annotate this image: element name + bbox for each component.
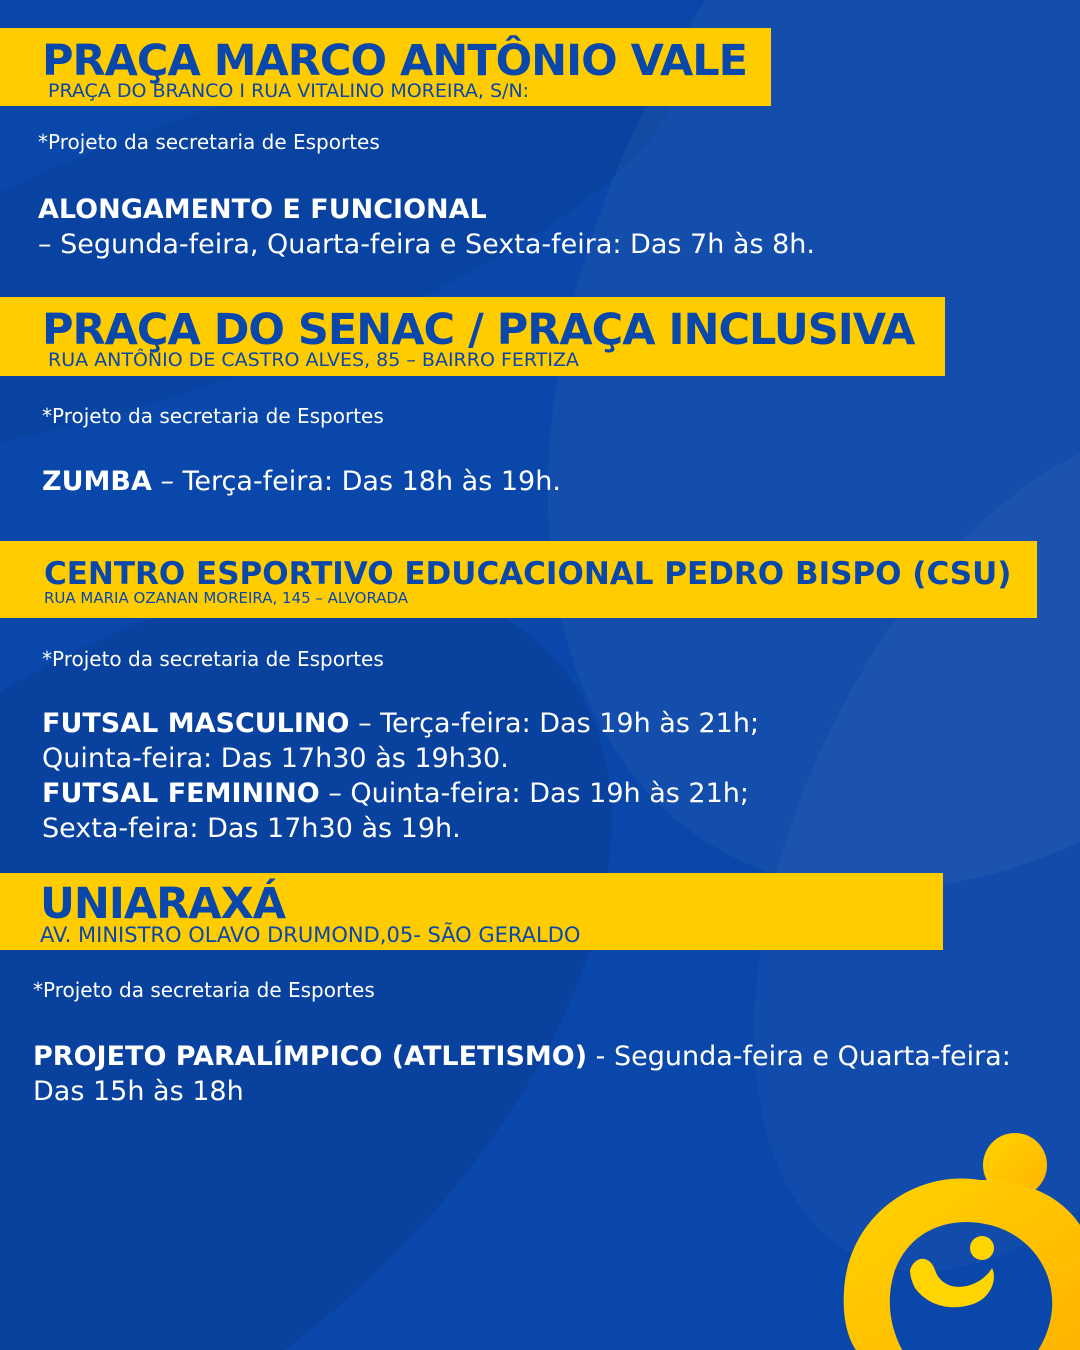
location-address: RUA ANTÔNIO DE CASTRO ALVES, 85 – BAIRRO FERTIZA — [48, 349, 579, 371]
activity-zumba — [42, 464, 561, 499]
project-note: *Projeto da secretaria de Esportes — [38, 130, 380, 154]
logo-body — [844, 1178, 1080, 1350]
project-note: *Projeto da secretaria de Esportes — [33, 978, 375, 1002]
activity-name: ZUMBA — [42, 466, 152, 497]
activity-projeto-paralimpico — [33, 1039, 1063, 1109]
activity-alongamento — [38, 192, 815, 262]
activity-schedule: – Terça-feira: Das 18h às 19h. — [151, 466, 561, 497]
location-address: AV. MINISTRO OLAVO DRUMOND,05- SÃO GERALDO — [40, 923, 581, 947]
activity-name: ALONGAMENTO E FUNCIONAL — [38, 194, 487, 225]
location-title: PRAÇA DO SENAC / PRAÇA INCLUSIVA — [42, 305, 915, 355]
activity-futsal — [42, 706, 759, 846]
project-note: *Projeto da secretaria de Esportes — [42, 404, 384, 428]
activity-schedule: – Quinta-feira: Das 19h às 21h; — [319, 778, 749, 809]
activity-schedule-continued: Quinta-feira: Das 17h30 às 19h30. — [42, 743, 509, 774]
location-title: PRAÇA MARCO ANTÔNIO VALE — [42, 36, 748, 86]
location-address: PRAÇA DO BRANCO I RUA VITALINO MOREIRA, S/N: — [48, 80, 530, 102]
person-embrace-icon — [830, 1130, 1080, 1350]
location-banner-praca-marco-antonio-vale — [0, 28, 771, 106]
project-note: *Projeto da secretaria de Esportes — [42, 647, 384, 671]
location-banner-praca-do-senac — [0, 297, 945, 376]
activity-schedule: – Segunda-feira, Quarta-feira e Sexta-feira: Das 7h às 8h. — [38, 229, 815, 260]
activity-name: PROJETO PARALÍMPICO (ATLETISMO) — [33, 1041, 588, 1072]
activity-name: FUTSAL MASCULINO — [42, 708, 350, 739]
logo-child — [910, 1259, 994, 1308]
location-banner-uniaraxa — [0, 873, 943, 950]
location-address: RUA MARIA OZANAN MOREIRA, 145 – ALVORADA — [44, 589, 409, 607]
location-banner-centro-esportivo — [0, 541, 1037, 618]
logo-child-head — [970, 1236, 994, 1260]
location-title: UNIARAXÁ — [40, 879, 286, 929]
activity-schedule: - Segunda-feira e Quarta-feira: Das 15h às 18h — [33, 1041, 1011, 1107]
location-title: CENTRO ESPORTIVO EDUCACIONAL PEDRO BISPO (CSU) — [44, 556, 1012, 592]
activity-schedule: – Terça-feira: Das 19h às 21h; — [349, 708, 760, 739]
activity-name: FUTSAL FEMININO — [42, 778, 320, 809]
activity-schedule-continued: Sexta-feira: Das 17h30 às 19h. — [42, 813, 461, 844]
